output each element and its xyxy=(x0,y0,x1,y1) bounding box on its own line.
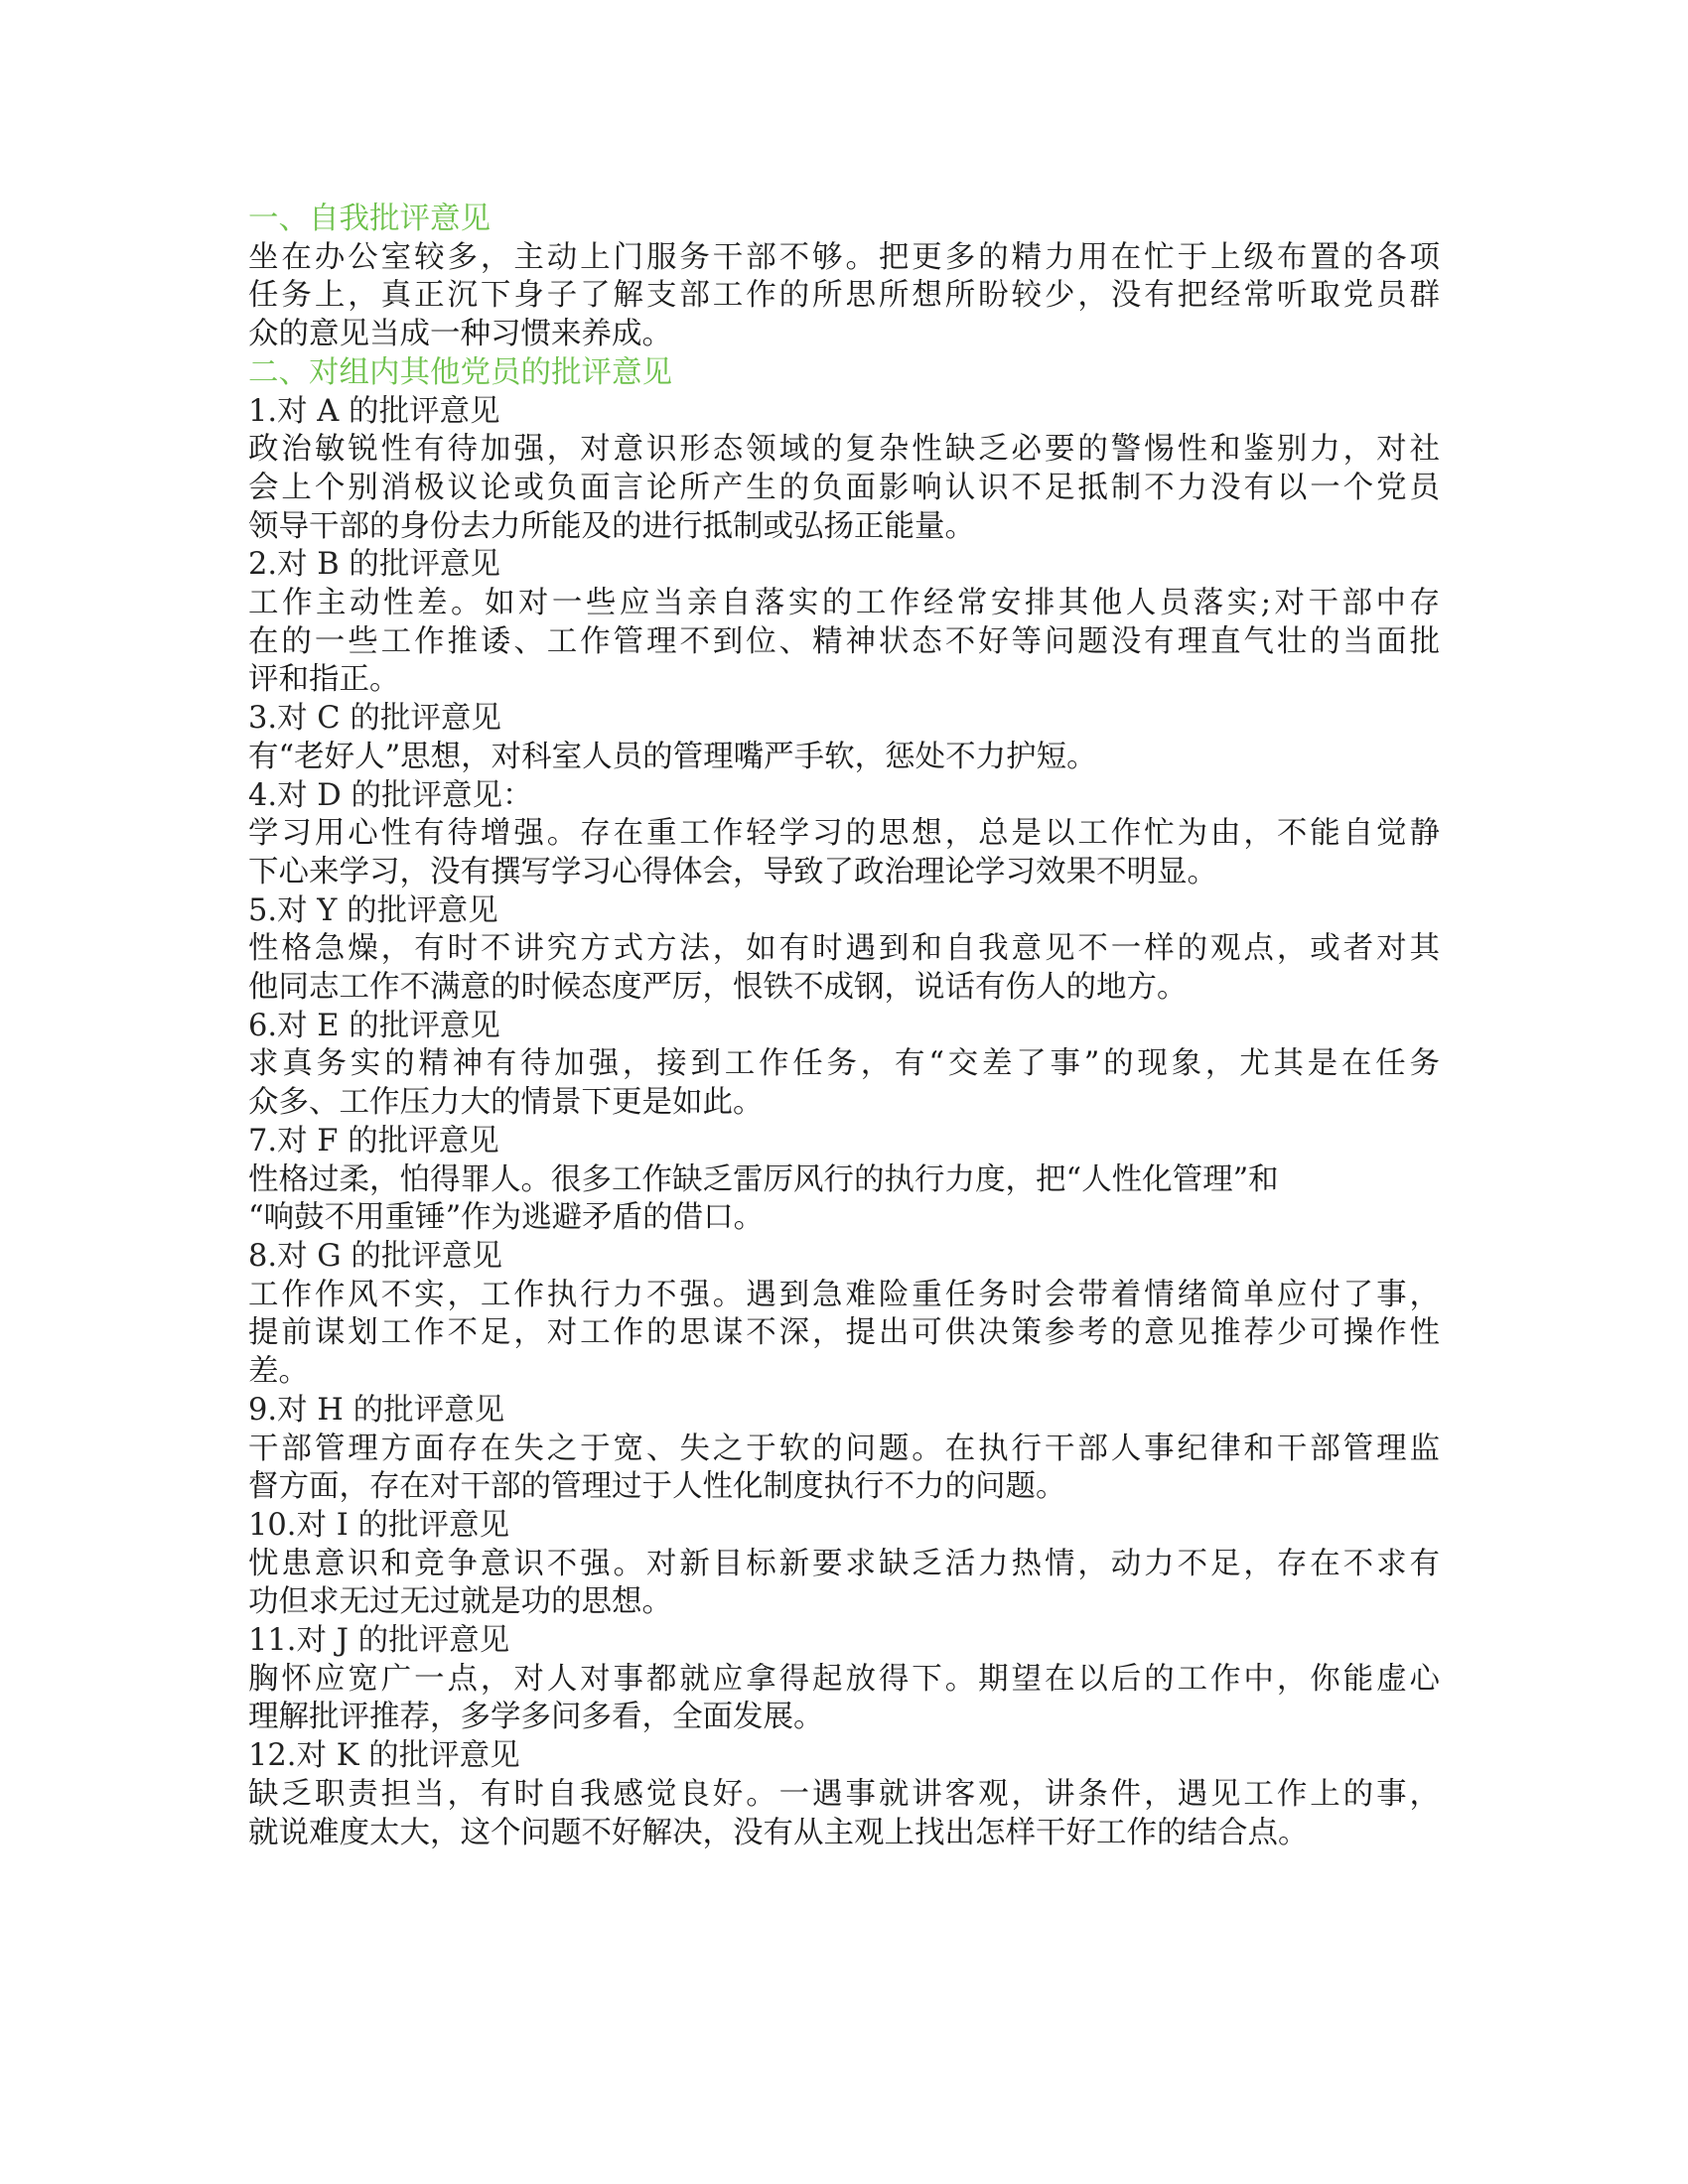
body-text-line: 忧患意识和竞争意识不强。对新目标新要求缺乏活力热情，动力不足，存在不求有 xyxy=(248,1546,1440,1581)
subheading: 8.对 G 的批评意见 xyxy=(248,1238,502,1274)
body-text-line: 有“老好人”思想，对科室人员的管理嘴严手软，惩处不力护短。 xyxy=(248,739,1097,774)
subheading: 10.对 I 的批评意见 xyxy=(248,1507,509,1543)
body-text-line: 学习用心性有待增强。存在重工作轻学习的思想，总是以工作忙为由，不能自觉静 xyxy=(248,816,1440,852)
subheading: 9.对 H 的批评意见 xyxy=(248,1392,505,1428)
subheading: 7.对 F 的批评意见 xyxy=(248,1123,499,1159)
subheading: 5.对 Y 的批评意见 xyxy=(248,892,498,928)
body-text-line: 理解批评推荐，多学多问多看，全面发展。 xyxy=(248,1700,824,1735)
body-text-line: 缺乏职责担当，有时自我感觉良好。一遇事就讲客观，讲条件，遇见工作上的事， xyxy=(248,1776,1440,1812)
body-text-line: 坐在办公室较多，主动上门服务干部不够。把更多的精力用在忙于上级布置的各项 xyxy=(248,239,1440,275)
section-heading: 一、自我批评意见 xyxy=(248,202,491,236)
section-heading: 二、对组内其他党员的批评意见 xyxy=(248,354,672,390)
body-text-line: 性格急燥，有时不讲究方式方法，如有时遇到和自我意见不一样的观点，或者对其 xyxy=(248,931,1440,967)
subheading: 4.对 D 的批评意见： xyxy=(248,777,533,813)
body-text-line: 求真务实的精神有待加强，接到工作任务，有“交差了事”的现象，尤其是在任务 xyxy=(248,1046,1440,1082)
document-body xyxy=(248,201,1440,1852)
subheading: 2.对 B 的批评意见 xyxy=(248,547,500,583)
body-text-line: 领导干部的身份去力所能及的进行抵制或弘扬正能量。 xyxy=(248,508,975,544)
body-text-line: 就说难度太大，这个问题不好解决，没有从主观上找出怎样干好工作的结合点。 xyxy=(248,1815,1309,1850)
body-text-line: “响鼓不用重锤”作为逃避矛盾的借口。 xyxy=(248,1200,765,1236)
subheading: 6.对 E 的批评意见 xyxy=(248,1008,500,1043)
body-text-line: 下心来学习，没有撰写学习心得体会，导致了政治理论学习效果不明显。 xyxy=(248,854,1217,889)
body-text-line: 干部管理方面存在失之于宽、失之于软的问题。在执行干部人事纪律和干部管理监 xyxy=(248,1431,1440,1466)
body-text-line: 督方面，存在对干部的管理过于人性化制度执行不力的问题。 xyxy=(248,1469,1066,1505)
subheading: 1.对 A 的批评意见 xyxy=(248,393,500,429)
body-text-line: 众的意见当成一种习惯来养成。 xyxy=(248,317,672,352)
body-text-line: 评和指正。 xyxy=(248,662,400,698)
subheading: 3.对 C 的批评意见 xyxy=(248,701,501,737)
body-text-line: 工作作风不实，工作执行力不强。遇到急难险重任务时会带着情绪简单应付了事， xyxy=(248,1277,1440,1312)
body-text-line: 众多、工作压力大的情景下更是如此。 xyxy=(248,1085,764,1121)
body-text-line: 功但求无过无过就是功的思想。 xyxy=(248,1584,672,1620)
body-text-line: 会上个别消极议论或负面言论所产生的负面影响认识不足抵制不力没有以一个党员 xyxy=(248,470,1440,505)
body-text-line: 政治敏锐性有待加强，对意识形态领域的复杂性缺乏必要的警惕性和鉴别力，对社 xyxy=(248,432,1440,468)
body-text-line: 差。 xyxy=(248,1354,309,1390)
body-text-line: 性格过柔，怕得罪人。很多工作缺乏雷厉风行的执行力度，把“人性化管理”和 xyxy=(248,1161,1279,1197)
body-text-line: 胸怀应宽广一点，对人对事都就应拿得起放得下。期望在以后的工作中，你能虚心 xyxy=(248,1661,1440,1697)
body-text-line: 提前谋划工作不足，对工作的思谋不深，提出可供决策参考的意见推荐少可操作性 xyxy=(248,1315,1440,1351)
body-text-line: 他同志工作不满意的时候态度严厉，恨铁不成钢，说话有伤人的地方。 xyxy=(248,970,1188,1006)
body-text-line: 任务上，真正沉下身子了解支部工作的所思所想所盼较少，没有把经常听取党员群 xyxy=(248,278,1440,314)
subheading: 12.对 K 的批评意见 xyxy=(248,1738,520,1774)
document-page xyxy=(248,201,1440,1852)
body-text-line: 工作主动性差。如对一些应当亲自落实的工作经常安排其他人员落实;对干部中存 xyxy=(248,586,1440,621)
body-text-line: 在的一些工作推诿、工作管理不到位、精神状态不好等问题没有理直气壮的当面批 xyxy=(248,623,1440,659)
subheading: 11.对 J 的批评意见 xyxy=(248,1623,510,1659)
